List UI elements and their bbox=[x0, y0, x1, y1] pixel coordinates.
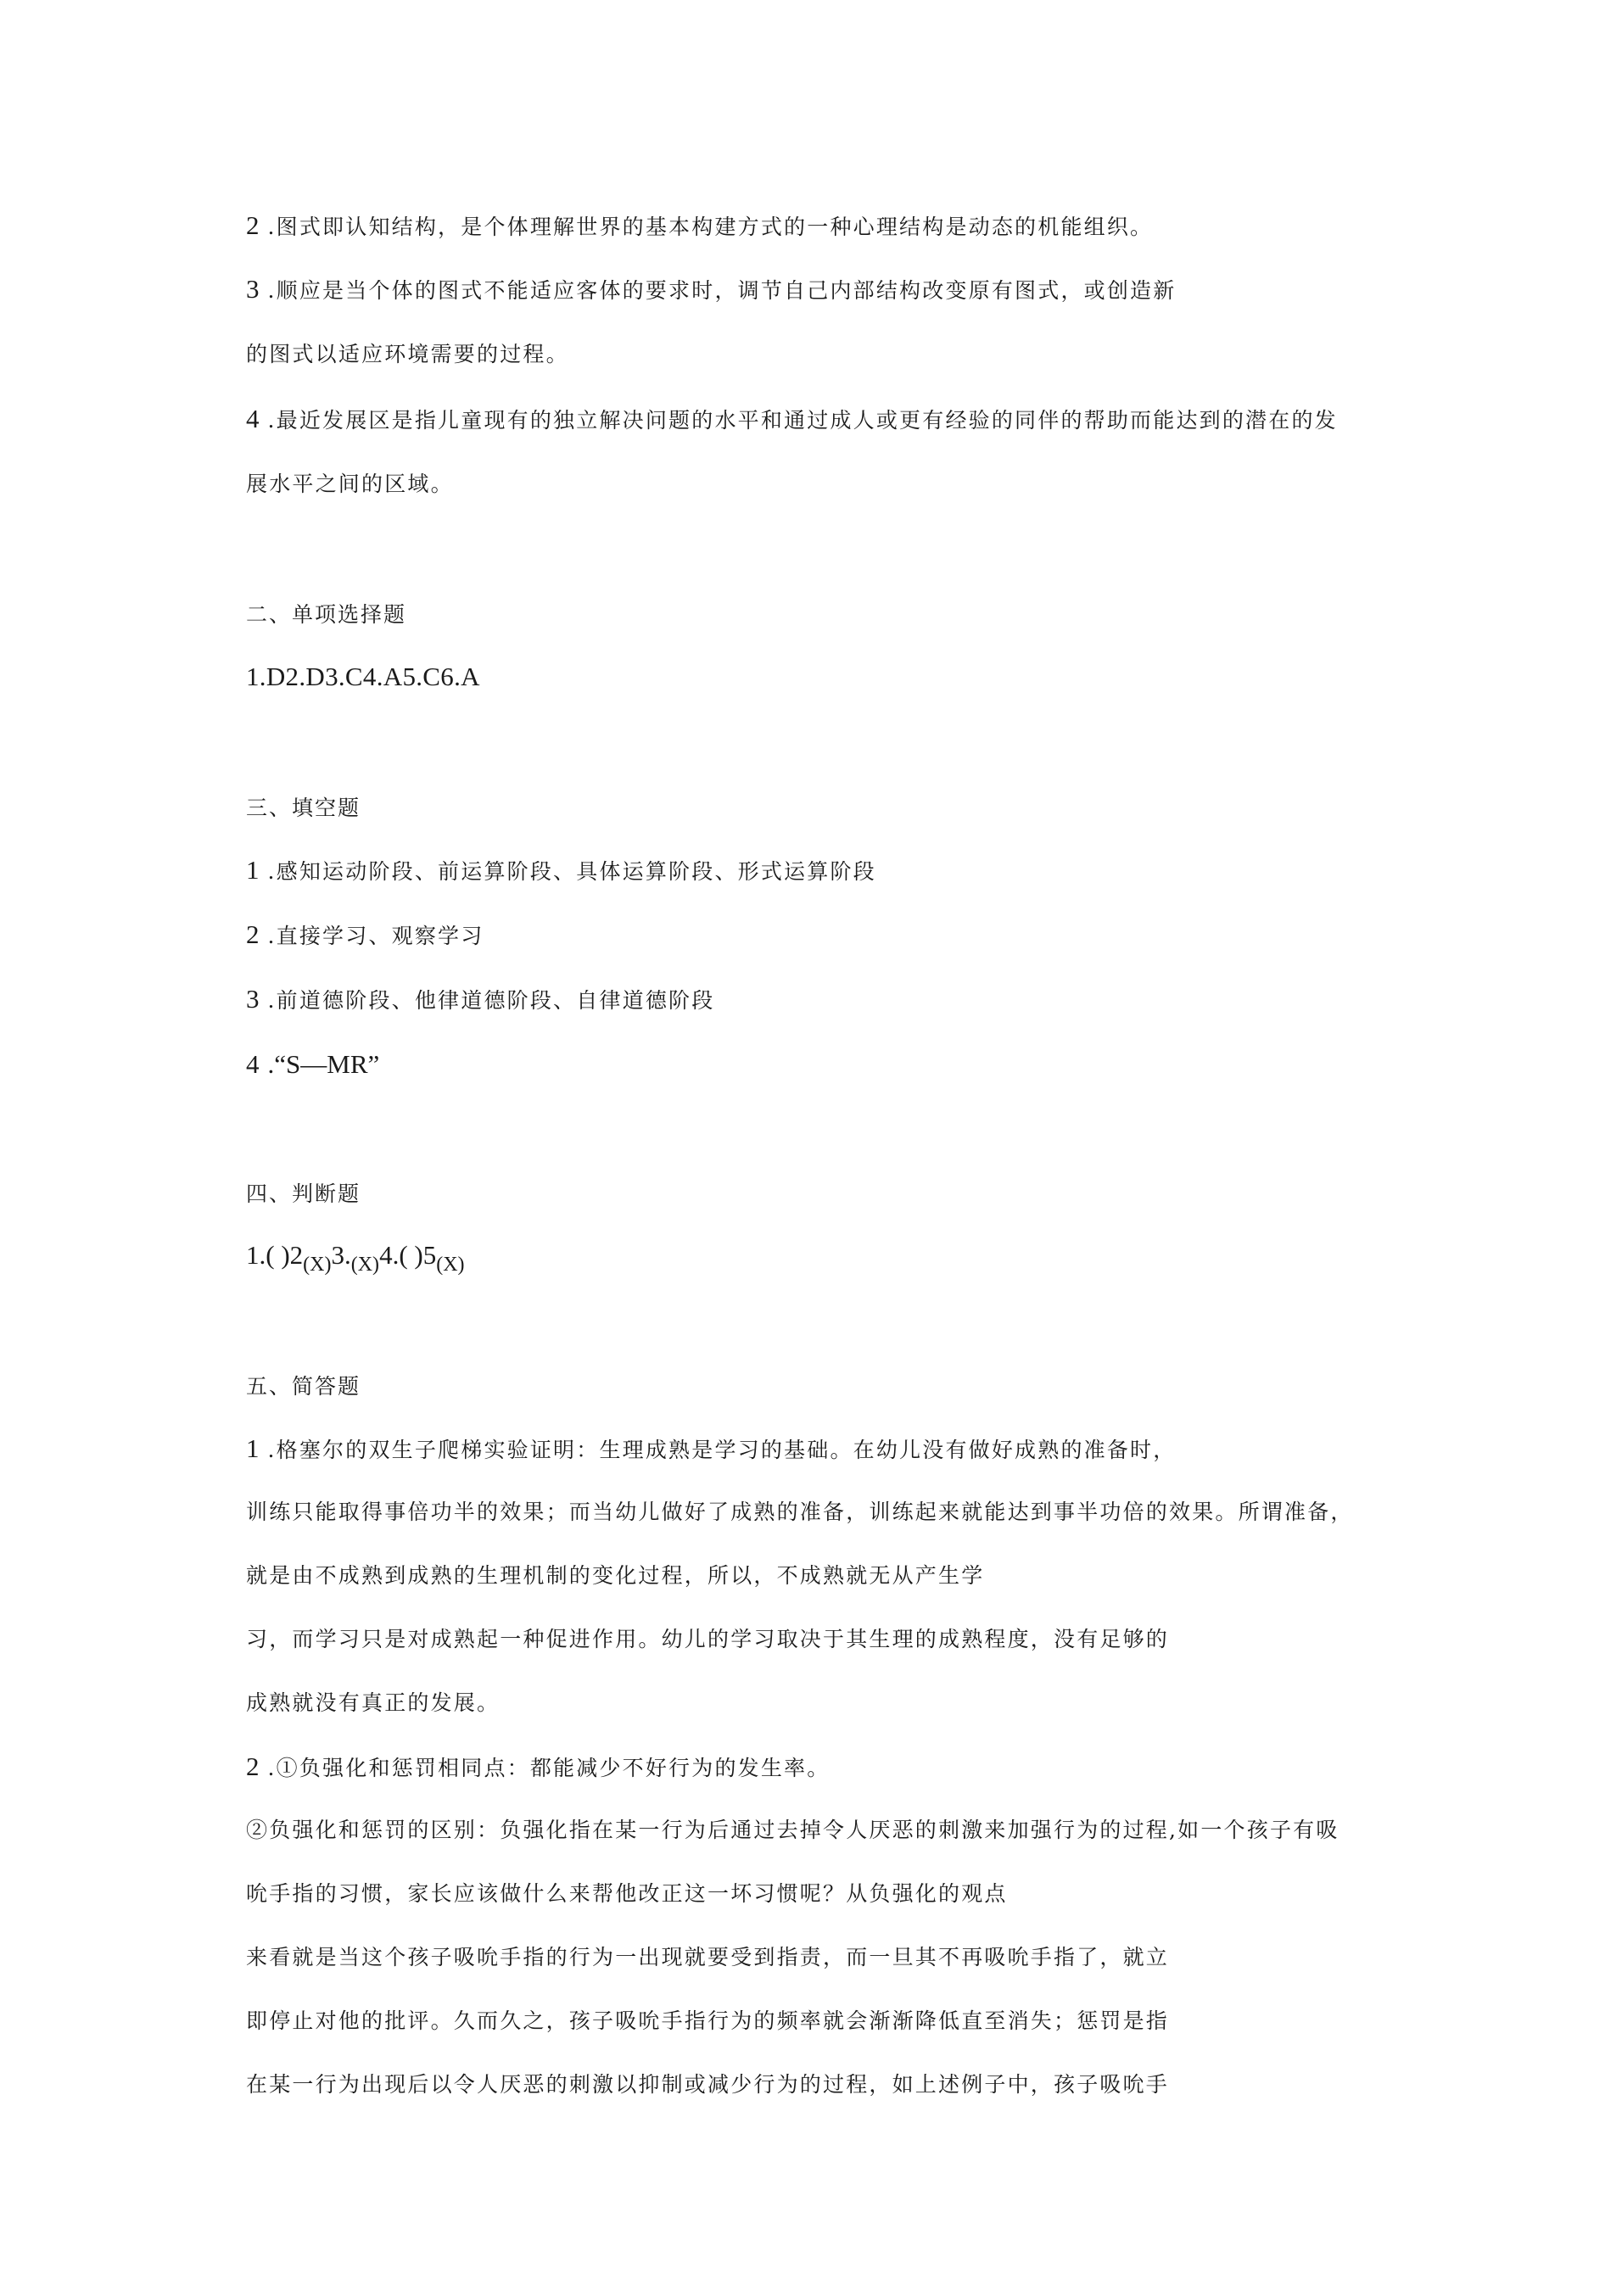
answer-mark: (X) bbox=[436, 1254, 465, 1276]
item-text: 就是由不成熟到成熟的生理机制的变化过程，所以，不成熟就无从产生学 bbox=[246, 1563, 985, 1588]
item-number: 2 bbox=[246, 919, 260, 949]
item-text: .直接学习、观察学习 bbox=[267, 924, 484, 948]
item-text: ②负强化和惩罚的区别：负强化指在某一行为后通过去掉令人厌恶的刺激来加强行为的过程,如一个孩子有吸 bbox=[246, 1818, 1340, 1842]
item-number: 2 bbox=[246, 1751, 260, 1781]
item-text: .最近发展区是指儿童现有的独立解决问题的水平和通过成人或更有经验的同伴的帮助而能达到的潜在的发 bbox=[267, 408, 1338, 433]
item-text: 训练只能取得事倍功半的效果；而当幼儿做好了成熟的准备，训练起来就能达到事半功倍的效果。所谓准备， bbox=[246, 1500, 1354, 1524]
short-answer-1-cont bbox=[246, 1497, 1354, 1528]
definition-item-3 bbox=[246, 274, 1176, 306]
short-answer-2-cont bbox=[246, 1942, 1169, 1973]
item-text: 即停止对他的批评。久而久之，孩子吸吮手指行为的频率就会渐渐降低直至消失；惩罚是指 bbox=[246, 2008, 1170, 2033]
item-text: .前道德阶段、他律道德阶段、自律道德阶段 bbox=[267, 988, 715, 1013]
short-answer-2-cont bbox=[246, 1815, 1340, 1846]
definition-item-2 bbox=[246, 210, 1153, 243]
answer-mark: (X) bbox=[350, 1254, 380, 1276]
item-text: .格塞尔的双生子爬梯实验证明：生理成熟是学习的基础。在幼儿没有做好成熟的准备时， bbox=[267, 1438, 1177, 1462]
item-text: 吮手指的习惯，家长应该做什么来帮他改正这一坏习惯呢？从负强化的观点 bbox=[246, 1881, 1008, 1906]
answer-part: 3. bbox=[331, 1240, 351, 1270]
item-text: 的图式以适应环境需要的过程。 bbox=[246, 342, 569, 366]
fill-in-answer-1 bbox=[246, 855, 876, 887]
item-number: 1 bbox=[246, 855, 260, 885]
short-answer-1-cont bbox=[246, 1624, 1169, 1655]
answer-part: 1.( )2 bbox=[246, 1240, 304, 1270]
answer-part: 4.( )5 bbox=[379, 1240, 437, 1270]
true-false-answers bbox=[246, 1240, 465, 1280]
multiple-choice-answers: 1.D2.D3.C4.A5.C6.A bbox=[246, 662, 480, 691]
item-number: 3 bbox=[246, 984, 260, 1014]
short-answer-1-cont bbox=[246, 1561, 984, 1591]
item-text: 成熟就没有真正的发展。 bbox=[246, 1690, 501, 1715]
short-answer-2-cont bbox=[246, 1879, 1008, 1909]
short-answer-2-cont bbox=[246, 2006, 1169, 2036]
fill-in-answer-3 bbox=[246, 984, 714, 1016]
definition-item-3-cont bbox=[246, 339, 569, 370]
definition-item-4-cont bbox=[246, 469, 454, 500]
short-answer-2 bbox=[246, 1751, 830, 1784]
fill-in-answer-4 bbox=[246, 1049, 379, 1081]
item-text: 习，而学习只是对成熟起一种促进作用。幼儿的学习取决于其生理的成熟程度，没有足够的 bbox=[246, 1627, 1170, 1651]
item-number: 4 bbox=[246, 404, 260, 433]
definition-item-4 bbox=[246, 404, 1338, 436]
item-text: 展水平之间的区域。 bbox=[246, 472, 454, 496]
section-heading-fill-in: 三、填空题 bbox=[246, 796, 361, 820]
item-number: 3 bbox=[246, 274, 260, 304]
fill-in-answer-2 bbox=[246, 919, 484, 952]
item-text: .①负强化和惩罚相同点：都能减少不好行为的发生率。 bbox=[267, 1756, 831, 1780]
item-text: .顺应是当个体的图式不能适应客体的要求时，调节自己内部结构改变原有图式，或创造新 bbox=[267, 278, 1177, 303]
answer-mark: (X) bbox=[303, 1254, 332, 1276]
section-heading-multiple-choice: 二、单项选择题 bbox=[246, 602, 407, 627]
item-text: .“S—MR” bbox=[267, 1049, 380, 1079]
item-number: 4 bbox=[246, 1049, 260, 1079]
short-answer-2-cont bbox=[246, 2070, 1169, 2100]
item-number: 1 bbox=[246, 1433, 260, 1463]
item-text: 来看就是当这个孩子吸吮手指的行为一出现就要受到指责，而一旦其不再吸吮手指了，就立 bbox=[246, 1945, 1170, 1969]
item-number: 2 bbox=[246, 210, 260, 240]
item-text: .感知运动阶段、前运算阶段、具体运算阶段、形式运算阶段 bbox=[267, 859, 876, 884]
item-text: 在某一行为出现后以令人厌恶的刺激以抑制或减少行为的过程，如上述例子中，孩子吸吮手 bbox=[246, 2072, 1170, 2097]
short-answer-1-cont bbox=[246, 1688, 500, 1718]
item-text: .图式即认知结构，是个体理解世界的基本构建方式的一种心理结构是动态的机能组织。 bbox=[267, 215, 1154, 239]
section-heading-short-answer: 五、简答题 bbox=[246, 1374, 361, 1399]
section-heading-true-false: 四、判断题 bbox=[246, 1182, 361, 1206]
short-answer-1 bbox=[246, 1433, 1176, 1466]
